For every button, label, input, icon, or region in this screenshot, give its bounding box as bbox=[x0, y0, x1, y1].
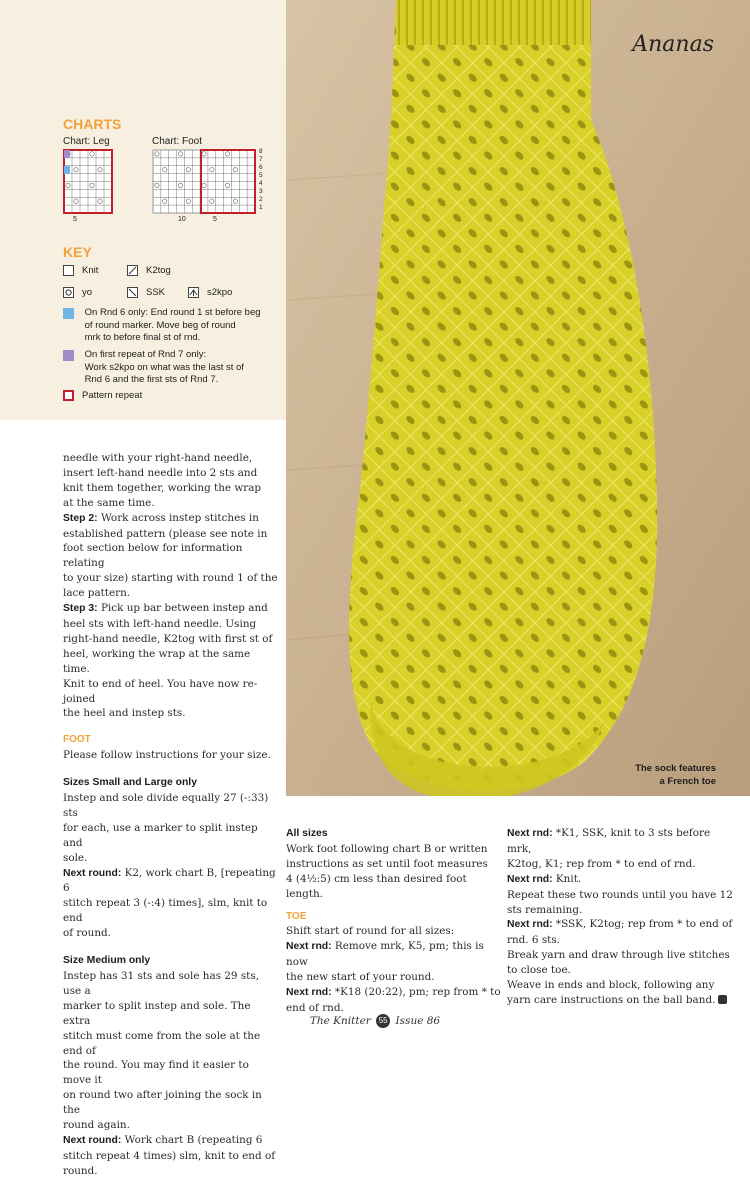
toe-final-rnd: Next rnd: *SSK, K2tog; rep from * to end of rnd. 6 sts. bbox=[507, 918, 733, 947]
key-knit: Knit bbox=[63, 265, 98, 278]
sock-photo bbox=[286, 0, 750, 796]
key-pattern-repeat: Pattern repeat bbox=[63, 390, 142, 403]
key-ssk: SSK bbox=[127, 287, 165, 300]
chart-foot-label: Chart: Foot bbox=[152, 136, 203, 147]
key-yo: yo bbox=[63, 287, 92, 300]
next-round-medium: Next round: Work chart B (repeating 6 stitch repeat 4 times) slm, knit to end of round. bbox=[63, 1133, 276, 1177]
all-sizes: All sizes Work foot following chart B or written instructions as set until foot measures 4 (4½:5) cm less than desired foot length. bbox=[286, 828, 488, 900]
red-outline-icon bbox=[63, 390, 74, 401]
chart-foot bbox=[152, 149, 258, 215]
key-s2kpo: s2kpo bbox=[188, 287, 232, 300]
page-footer bbox=[0, 1014, 750, 1028]
knit-symbol-icon bbox=[63, 265, 74, 276]
row-number: 5 bbox=[259, 172, 263, 179]
toe-knit-rnd: Next rnd: Knit. bbox=[507, 872, 582, 885]
k2tog-symbol-icon bbox=[127, 265, 138, 276]
page-number: 55 bbox=[376, 1014, 390, 1028]
step-3: Step 3: Pick up bar between instep and heel sts with left-hand needle. Using right-hand needle, K2tog with first st of heel, working the wrap at the same time. Knit to end of heel. You have now re-joined the heel and instep sts. bbox=[63, 602, 273, 720]
charts-heading: CHARTS bbox=[63, 116, 122, 132]
photo-caption: The sock features a French toe bbox=[635, 763, 716, 787]
column-3 bbox=[507, 826, 735, 1008]
blue-square-icon bbox=[63, 308, 74, 319]
step-2: Step 2: Work across instep stitches in established pattern (please see note in foot section below for information relating to your size) starting with round 1 of the lace pattern. bbox=[63, 511, 278, 600]
row-number: 2 bbox=[259, 196, 263, 203]
charts-key-panel bbox=[0, 0, 286, 420]
size-medium: Size Medium only Instep has 31 sts and sole has 29 sts, use a marker to split instep and sole. The extra stitch must come from the sole at the end of the round. You may find it easier to move it on round two after joining the sock in the round again. bbox=[63, 955, 262, 1132]
toe-heading: TOE bbox=[286, 910, 307, 922]
wrap-continuation: needle with your right-hand needle, insert left-hand needle into 2 sts and knit them together, working the wrap at the same time. bbox=[63, 452, 262, 509]
finishing: Break yarn and draw through live stitches to close toe. Weave in ends and block, following any yarn care instructions on the ball band. bbox=[507, 949, 730, 1006]
leg-bottom-number: 5 bbox=[73, 216, 77, 223]
row-number: 4 bbox=[259, 180, 263, 187]
foot-bottom-number-10: 10 bbox=[178, 216, 186, 223]
row-number: 1 bbox=[259, 204, 263, 211]
ssk-symbol-icon bbox=[127, 287, 138, 298]
row-number: 3 bbox=[259, 188, 263, 195]
chart-leg-label: Chart: Leg bbox=[63, 136, 110, 147]
chart-row-numbers bbox=[259, 148, 263, 212]
column-2 bbox=[286, 826, 501, 1016]
row-number: 8 bbox=[259, 148, 263, 155]
sizes-small-large: Sizes Small and Large only Instep and sole divide equally 27 (-:33) sts for each, use a marker to split instep and sole. bbox=[63, 777, 269, 864]
foot-intro: Please follow instructions for your size. bbox=[63, 749, 271, 762]
toe-dec-rnd: Next rnd: *K1, SSK, knit to 3 sts before mrk, K2tog, K1; rep from * to end of rnd. bbox=[507, 827, 711, 870]
toe-intro: Shift start of round for all sizes: bbox=[286, 925, 455, 938]
s2kpo-symbol-icon bbox=[188, 287, 199, 298]
issue-number: Issue 86 bbox=[395, 1015, 441, 1027]
toe-repeat: Repeat these two rounds until you have 12 sts remaining. bbox=[507, 888, 733, 916]
row-number: 7 bbox=[259, 156, 263, 163]
purple-square-icon bbox=[63, 350, 74, 361]
key-heading: KEY bbox=[63, 244, 92, 260]
yo-symbol-icon bbox=[63, 287, 74, 298]
key-purple-note: On first repeat of Rnd 7 only: Work s2kpo on what was the last st of Rnd 6 and the first sts of Rnd 7. bbox=[63, 349, 244, 387]
toe-next-rnd-2: Next rnd: *K18 (20:22), pm; rep from * to end of rnd. bbox=[286, 986, 501, 1014]
magazine-name: The Knitter bbox=[309, 1015, 371, 1027]
end-mark-icon bbox=[718, 995, 727, 1004]
next-round-small-large: Next round: K2, work chart B, [repeating 6 stitch repeat 3 (-:4) times], slm, knit to end of round. bbox=[63, 866, 276, 940]
pattern-name: Ananas bbox=[632, 32, 714, 57]
foot-bottom-number-5: 5 bbox=[213, 216, 217, 223]
row-number: 6 bbox=[259, 164, 263, 171]
toe-next-rnd-1: Next rnd: Remove mrk, K5, pm; this is now the new start of your round. bbox=[286, 940, 484, 984]
foot-heading: FOOT bbox=[63, 734, 91, 746]
chart-leg bbox=[63, 149, 117, 215]
key-k2tog: K2tog bbox=[127, 265, 171, 278]
column-1 bbox=[63, 451, 278, 1179]
key-blue-note: On Rnd 6 only: End round 1 st before beg of round marker. Move beg of round mrk to before final st of rnd. bbox=[63, 307, 261, 345]
